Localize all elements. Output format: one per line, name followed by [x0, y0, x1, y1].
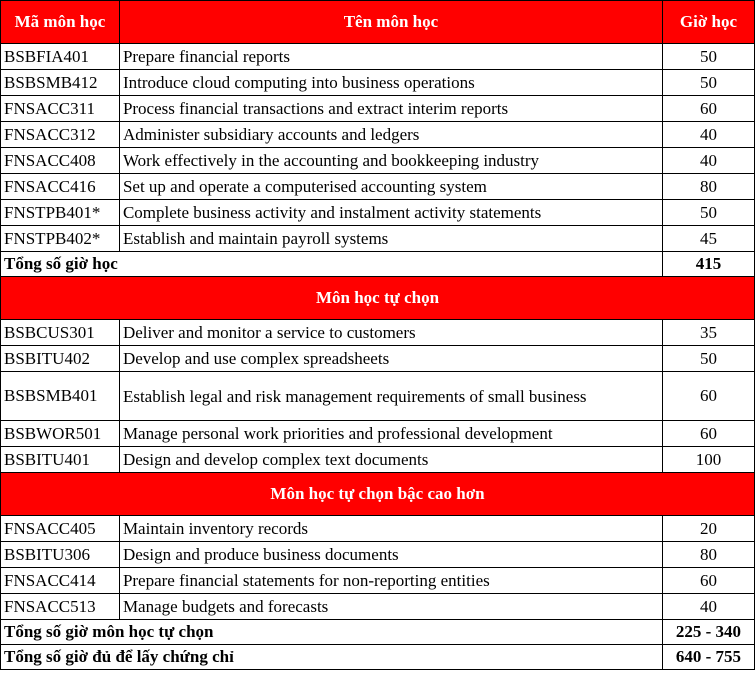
table-row [1, 148, 755, 174]
table-row [1, 542, 755, 568]
elective-total-hours: 225 - 340 [662, 620, 754, 645]
course-hours: 50 [662, 70, 754, 96]
table-row [1, 70, 755, 96]
course-name: Design and produce business documents [119, 542, 662, 568]
header-name: Tên môn học [119, 1, 662, 44]
course-name: Manage personal work priorities and professional development [119, 421, 662, 447]
course-hours: 100 [662, 447, 754, 473]
course-name: Develop and use complex spreadsheets [119, 346, 662, 372]
course-code: FNSTPB402* [1, 226, 120, 252]
course-code: FNSACC312 [1, 122, 120, 148]
table-row [1, 44, 755, 70]
table-row [1, 320, 755, 346]
course-code: BSBITU306 [1, 542, 120, 568]
course-code: FNSACC405 [1, 516, 120, 542]
course-name: Work effectively in the accounting and bookkeeping industry [119, 148, 662, 174]
course-code: FNSACC414 [1, 568, 120, 594]
header-hours: Giờ học [662, 1, 754, 44]
course-name: Prepare financial reports [119, 44, 662, 70]
header-code: Mã môn học [1, 1, 120, 44]
course-hours: 80 [662, 174, 754, 200]
course-name: Prepare financial statements for non-reporting entities [119, 568, 662, 594]
table-row [1, 421, 755, 447]
advanced-section-row [1, 473, 755, 516]
course-code: BSBSMB412 [1, 70, 120, 96]
course-hours: 60 [662, 568, 754, 594]
course-code: FNSTPB401* [1, 200, 120, 226]
grand-total-row [1, 645, 755, 670]
course-name: Maintain inventory records [119, 516, 662, 542]
core-total-label: Tổng số giờ học [1, 252, 663, 277]
course-hours: 80 [662, 542, 754, 568]
table-row [1, 447, 755, 473]
core-total-row [1, 252, 755, 277]
table-row [1, 122, 755, 148]
course-name: Manage budgets and forecasts [119, 594, 662, 620]
grand-total-label: Tổng số giờ đủ để lấy chứng chỉ [1, 645, 663, 670]
course-hours: 60 [662, 421, 754, 447]
course-hours: 45 [662, 226, 754, 252]
course-name: Administer subsidiary accounts and ledgers [119, 122, 662, 148]
course-name: Establish and maintain payroll systems [119, 226, 662, 252]
elective-section-row [1, 277, 755, 320]
course-code: BSBFIA401 [1, 44, 120, 70]
course-hours: 40 [662, 122, 754, 148]
course-name: Complete business activity and instalment activity statements [119, 200, 662, 226]
course-name: Process financial transactions and extract interim reports [119, 96, 662, 122]
elective-total-row [1, 620, 755, 645]
table-row [1, 594, 755, 620]
course-hours: 50 [662, 200, 754, 226]
course-code: BSBITU402 [1, 346, 120, 372]
course-code: BSBCUS301 [1, 320, 120, 346]
elective-total-label: Tổng số giờ môn học tự chọn [1, 620, 663, 645]
course-name: Deliver and monitor a service to customers [119, 320, 662, 346]
table-row [1, 346, 755, 372]
course-name: Introduce cloud computing into business operations [119, 70, 662, 96]
table-row [1, 516, 755, 542]
course-hours: 40 [662, 148, 754, 174]
course-name: Set up and operate a computerised accounting system [119, 174, 662, 200]
elective-section-title: Môn học tự chọn [1, 277, 755, 320]
course-hours: 60 [662, 96, 754, 122]
course-name: Establish legal and risk management requirements of small business [119, 372, 662, 421]
course-hours: 50 [662, 346, 754, 372]
course-hours: 35 [662, 320, 754, 346]
course-hours: 40 [662, 594, 754, 620]
course-hours: 20 [662, 516, 754, 542]
course-code: FNSACC416 [1, 174, 120, 200]
table-row [1, 372, 755, 421]
table-row [1, 174, 755, 200]
table-row [1, 568, 755, 594]
course-code: FNSACC513 [1, 594, 120, 620]
course-hours: 50 [662, 44, 754, 70]
table-row [1, 226, 755, 252]
table-header-row [1, 1, 755, 44]
course-code: BSBWOR501 [1, 421, 120, 447]
course-code: FNSACC408 [1, 148, 120, 174]
table-row [1, 96, 755, 122]
course-code: BSBITU401 [1, 447, 120, 473]
course-name: Design and develop complex text documents [119, 447, 662, 473]
course-code: BSBSMB401 [1, 372, 120, 421]
course-hours: 60 [662, 372, 754, 421]
grand-total-hours: 640 - 755 [662, 645, 754, 670]
advanced-section-title: Môn học tự chọn bậc cao hơn [1, 473, 755, 516]
table-row [1, 200, 755, 226]
course-code: FNSACC311 [1, 96, 120, 122]
core-total-hours: 415 [662, 252, 754, 277]
